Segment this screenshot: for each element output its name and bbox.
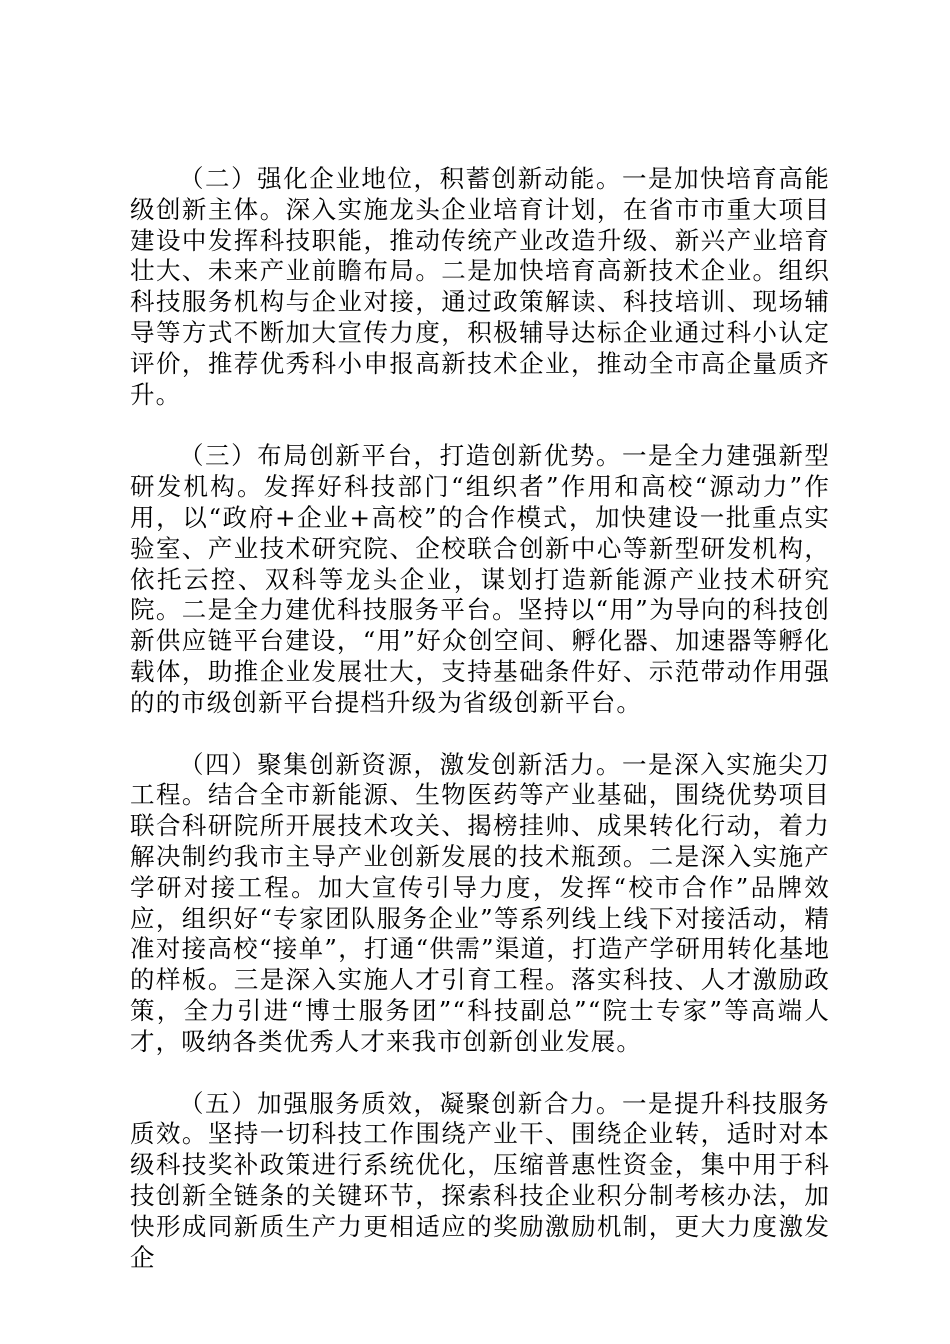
paragraph-section-2: （二）强化企业地位，积蓄创新动能。一是加快培育高能级创新主体。深入实施龙头企业培育计划，在省市市重大项目建设中发挥科技职能，推动传统产业改造升级、新兴产业培育壮大、未来产业前瞻布局。二是加快培育高新技术企业。组织科技服务机构与企业对接，通过政策解读、科技培训、现场辅导等方式不断加大宣传力度，积极辅导达标企业通过科小认定评价，推荐优秀科小申报高新技术企业，推动全市高企量质齐升。 [130, 164, 830, 409]
document-body [130, 164, 830, 1304]
paragraph-section-5: （五）加强服务质效，凝聚创新合力。一是提升科技服务质效。坚持一切科技工作围绕产业干、围绕企业转，适时对本级科技奖补政策进行系统优化，压缩普惠性资金，集中用于科技创新全链条的关键环节，探索科技企业积分制考核办法，加快形成同新质生产力更相适应的奖励激励机制，更大力度激发企 [130, 1088, 830, 1272]
paragraph-section-3: （三）布局创新平台，打造创新优势。一是全力建强新型研发机构。发挥好科技部门“组织者”作用和高校“源动力”作用，以“政府+企业+高校”的合作模式，加快建设一批重点实验室、产业技术研究院、企校联合创新中心等新型研发机构，依托云控、双科等龙头企业，谋划打造新能源产业技术研究院。二是全力建优科技服务平台。坚持以“用”为导向的科技创新供应链平台建设，“用”好众创空间、孵化器、加速器等孵化载体，助推企业发展壮大，支持基础条件好、示范带动作用强的的市级创新平台提档升级为省级创新平台。 [130, 441, 830, 717]
paragraph-section-4: （四）聚集创新资源，激发创新活力。一是深入实施尖刀工程。结合全市新能源、生物医药等产业基础，围绕优势项目联合科研院所开展技术攻关、揭榜挂帅、成果转化行动，着力解决制约我市主导产业创新发展的技术瓶颈。二是深入实施产学研对接工程。加大宣传引导力度，发挥“校市合作”品牌效应，组织好“专家团队服务企业”等系列线上线下对接活动，精准对接高校“接单”，打通“供需”渠道，打造产学研用转化基地的样板。三是深入实施人才引育工程。落实科技、人才激励政策，全力引进“博士服务团”“科技副总”“院士专家”等高端人才，吸纳各类优秀人才来我市创新创业发展。 [130, 749, 830, 1056]
